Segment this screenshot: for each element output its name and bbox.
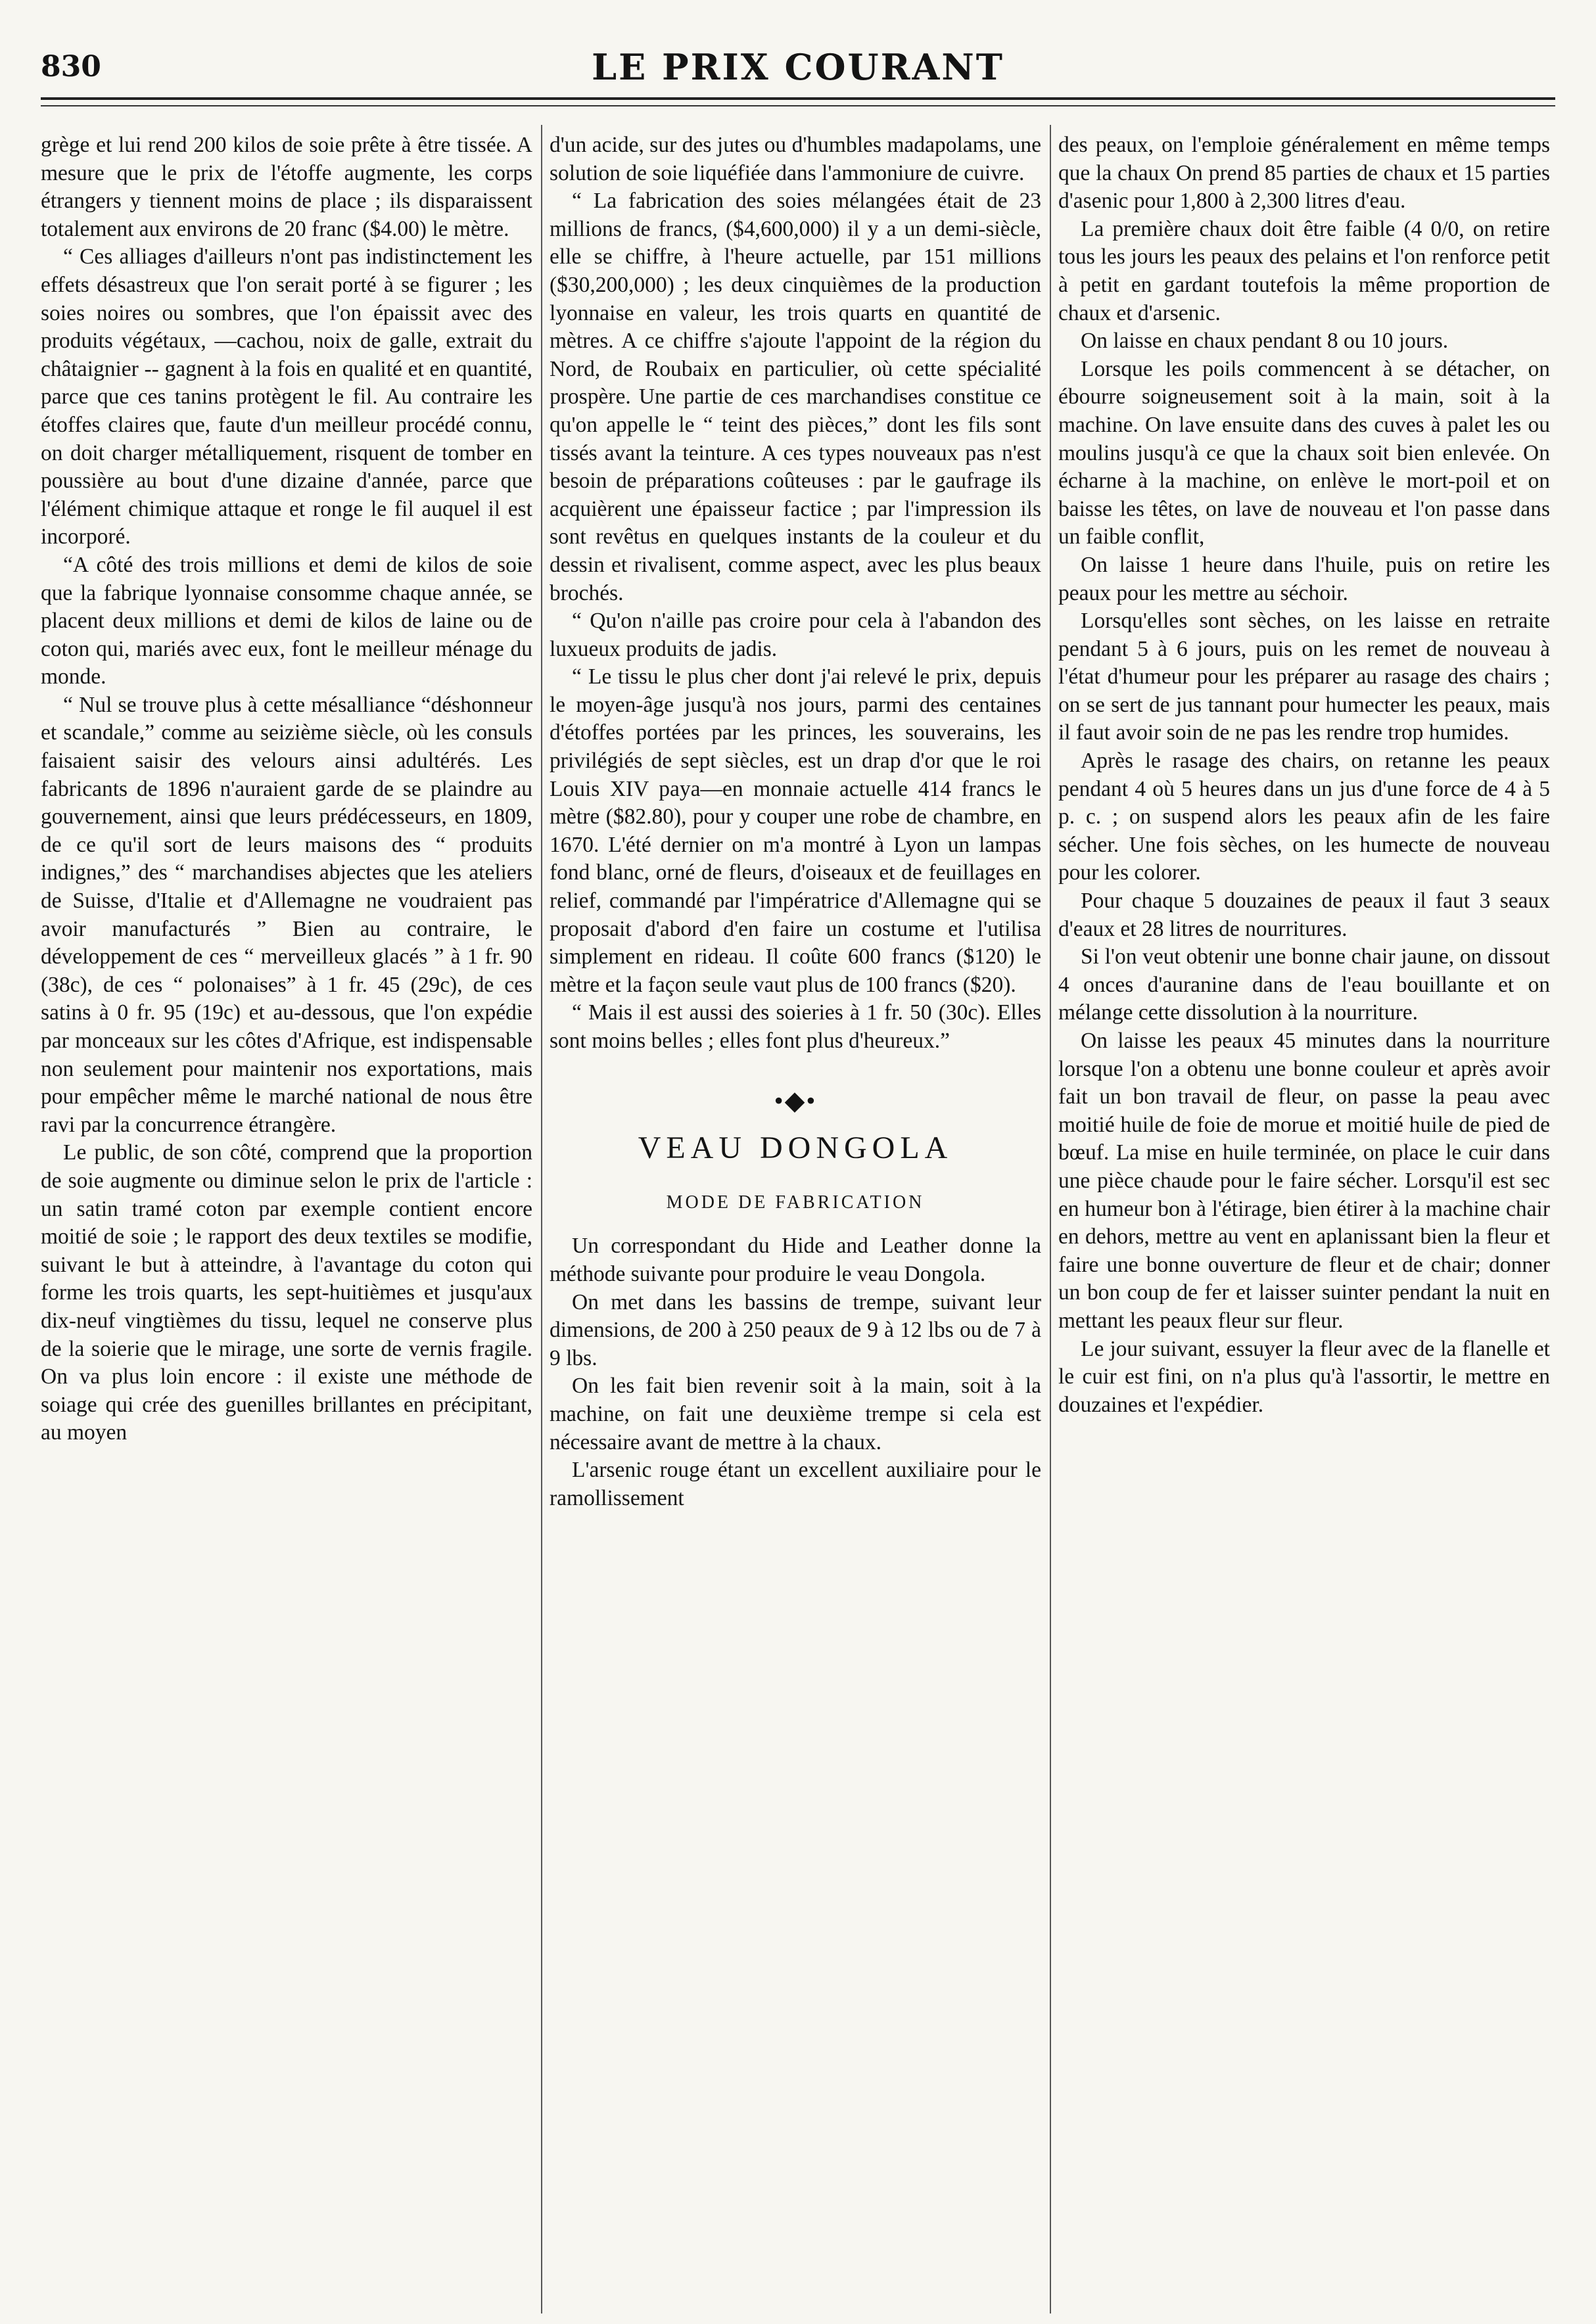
- running-title: LE PRIX COURANT: [592, 46, 1004, 88]
- paragraph: Un correspondant du Hide and Leather donne la méthode suivante pour produire le veau Dongola.: [550, 1234, 1041, 1286]
- column-divider: [1050, 125, 1051, 2313]
- paragraph: On laisse en chaux pendant 8 ou 10 jours.: [1081, 329, 1449, 354]
- section-subtitle: MODE DE FABRICATION: [666, 1192, 925, 1213]
- paragraph: des peaux, on l'emploie généralement en même temps que la chaux On prend 85 parties de chaux et 15 parties d'asenic pour 1,800 à 2,300 litres d'eau.: [1058, 133, 1550, 214]
- paragraph: “ Ces alliages d'ailleurs n'ont pas indistinctement les effets désastreux que l'on serait porté à se figurer ; les soies noires ou sombres, que l'on épaissit avec des produits végétaux, —cachou, noix de galle, extrait du châtaignier -- gagnent à la fois en qualité et en quantité, parce que ces tanins protègent le fil. Au contraire les étoffes claires que, faute d'un meilleur procédé connu, on doit charger métalliquement, risquent de tomber en poussière au bout d'une dizaine d'année, parce que l'élément chimique attaque et ronge le fil auquel il est incorporé.: [41, 244, 532, 549]
- header-rule-thin: [41, 105, 1555, 106]
- column-3: [1058, 131, 1550, 2307]
- header-rule: [41, 97, 1555, 100]
- paragraph: On laisse 1 heure dans l'huile, puis on retire les peaux pour les mettre au séchoir.: [1058, 552, 1550, 605]
- paragraph: “ Nul se trouve plus à cette mésalliance “déshonneur et scandale,” comme au seizième siècle, où les consuls faisaient saisir des velours ainsi adultérés. Les fabricants de 1896 n'auraient garde de se plaindre au gouvernement, ainsi que leurs prédécesseurs, en 1809, de ce qu'il sort de leurs maisons des “ produits indignes,” des “ marchandises abjectes que les ateliers de Suisse, d'Italie et d'Allemagne ne voudraient pas avoir manufacturés ” Bien au contraire, le développement de ces “ merveilleux glacés ” à 1 fr. 90 (38c), de ces “ polonaises” à 1 fr. 45 (29c), de ces satins à 0 fr. 95 (19c) et au-dessous, que l'on expédie par monceaux sur les côtes d'Afrique, est indispensable non seulement pour maintenir nos exportations, mais pour empêcher même le marché national de nous être ravi par la concurrence étrangère.: [41, 692, 532, 1137]
- paragraph: grège et lui rend 200 kilos de soie prête à être tissée. A mesure que le prix de l'étoffe augmente, les corps étrangers y tiennent moins de place ; ils disparaissent totalement aux environs de 20 franc ($4.00) le mètre.: [41, 133, 532, 241]
- paragraph: Lorsqu'elles sont sèches, on les laisse en retraite pendant 5 à 6 jours, puis on les remet de nouveau à l'état d'humeur pour les préparer au rasage des chairs ; on se sert de jus tannant pour humecter les peaux, mais il faut avoir soin de ne pas les rendre trop humides.: [1058, 609, 1550, 745]
- paragraph: On les fait bien revenir soit à la main, soit à la machine, on fait une deuxième trempe si cela est nécessaire avant de mettre à la chaux.: [550, 1374, 1041, 1454]
- paragraph: “A côté des trois millions et demi de kilos de soie que la fabrique lyonnaise consomme chaque année, se placent deux millions et demi de kilos de laine ou de coton qui, mariés avec eux, font le meilleur ménage du monde.: [41, 552, 532, 689]
- section-ornament: •◆•: [774, 1085, 817, 1115]
- paragraph: L'arsenic rouge étant un excellent auxiliaire pour le ramollissement: [550, 1458, 1041, 1510]
- section-title: VEAU DONGOLA: [638, 1130, 953, 1166]
- paragraph: “ La fabrication des soies mélangées était de 23 millions de francs, ($4,600,000) il y a un demi-siècle, elle se chiffre, à l'heure actuelle, par 151 millions ($30,200,000) ; les deux cinquièmes de la production lyonnaise en valeur, les trois quarts en quantité de mètres. A ce chiffre s'ajoute l'appoint de la région du Nord, de Roubaix en particulier, où cette spécialité prospère. Une partie de ces marchandises constitue ce qu'on appelle le “ teint des pièces,” dont les fils sont tissés avant la teinture. A ces types nouveaux pas n'est besoin de préparations coûteuses : par le gaufrage ils acquièrent une épaisseur factice ; par l'impression ils sont revêtus en quelques instants de la couleur et du dessin et rivalisent, comme aspect, avec les plus beaux brochés.: [550, 189, 1041, 605]
- column-2: [550, 131, 1041, 2307]
- paragraph: “ Le tissu le plus cher dont j'ai relevé le prix, depuis le moyen-âge jusqu'à nos jours, parmi des centaines d'étoffes portées par les princes, les souverains, les privilégiés de sept siècles, est un drap d'or que le roi Louis XIV paya—en monnaie actuelle 414 francs le mètre ($82.80), pour y couper une robe de chambre, en 1670. L'été dernier on m'a montré à Lyon un lampas fond blanc, orné de fleurs, d'oiseaux et de feuillages en relief, commandé par l'impératrice d'Allemagne qui se proposait d'abord d'en faire un costume et l'utilisa simplement en rideau. Il coûte 600 francs ($120) le mètre et la façon seule vaut plus de 100 francs ($20).: [550, 664, 1041, 997]
- page-header: [41, 38, 1555, 101]
- paragraph: Si l'on veut obtenir une bonne chair jaune, on dissout 4 onces d'auranine dans de l'eau bouillante et on mélange cette dissolution à la nourriture.: [1058, 944, 1550, 1025]
- column-1: [41, 131, 532, 2307]
- paragraph: “ Qu'on n'aille pas croire pour cela à l'abandon des luxueux produits de jadis.: [550, 609, 1041, 661]
- paragraph: “ Mais il est aussi des soieries à 1 fr. 50 (30c). Elles sont moins belles ; elles font plus d'heureux.”: [550, 1000, 1041, 1053]
- paragraph: Après le rasage des chairs, on retanne les peaux pendant 4 où 5 heures dans un jus d'une force de 4 à 5 p. c. ; on suspend alors les peaux afin de les faire sécher. Une fois sèches, on les humecte de nouveau pour les colorer.: [1058, 749, 1550, 885]
- paragraph: La première chaux doit être faible (4 0/0, on retire tous les jours les peaux des pelains et l'on renforce petit à petit en gardant toutefois la même proportion de chaux et d'arsenic.: [1058, 216, 1550, 325]
- paragraph: On laisse les peaux 45 minutes dans la nourriture lorsque l'on a obtenu une bonne couleur et après avoir fait un bon travail de fleur, on passe la peau avec moitié huile de foie de morue et moitié huile de pied de bœuf. La mise en huile terminée, on place le cuir dans une pièce chaude pour le faire sécher. Lorsqu'il est sec en humeur bon à l'étirage, bien étirer à la machine chair en dehors, mettre au vent en aplanissant bien la fleur et faire une bonne ouverture de fleur et de chair; donner un bon coup de fer et laisser suinter pendant la nuit en mettant les peaux fleur sur fleur.: [1058, 1029, 1550, 1333]
- column-divider: [541, 125, 542, 2313]
- page-number: 830: [41, 50, 101, 83]
- paragraph: d'un acide, sur des jutes ou d'humbles madapolams, une solution de soie liquéfiée dans l'ammoniure de cuivre.: [550, 133, 1041, 185]
- paragraph: Le public, de son côté, comprend que la proportion de soie augmente ou diminue selon le prix de l'article : un satin tramé coton par exemple contient encore moitié de soie ; le rapport des deux textiles se modifie, suivant le but à atteindre, à l'avantage du coton qui forme les trois quarts, les sept-huitièmes et jusqu'aux dix-neuf vingtièmes du tissu, lequel ne conserve plus de la soierie que le mirage, une sorte de vernis fragile. On va plus loin encore : il existe une méthode de soiage qui crée des guenilles brillantes en précipitant, au moyen: [41, 1140, 532, 1445]
- paragraph: Lorsque les poils commencent à se détacher, on ébourre soigneusement soit à la main, soit à la machine. On lave ensuite dans des cuves à palet les ou moulins jusqu'à ce que la chaux soit bien enlevée. On écharne à la machine, on enlève le mort-poil et on baisse les têtes, on lave de nouveau et l'on passe dans un faible conflit,: [1058, 356, 1550, 549]
- paragraph: Le jour suivant, essuyer la fleur avec de la flanelle et le cuir est fini, on n'a plus qu'à l'assortir, le mettre en douzaines et l'expédier.: [1058, 1336, 1550, 1417]
- paragraph: Pour chaque 5 douzaines de peaux il faut 3 seaux d'eaux et 28 litres de nourritures.: [1058, 889, 1550, 941]
- paragraph: On met dans les bassins de trempe, suivant leur dimensions, de 200 à 250 peaux de 9 à 12 lbs ou de 7 à 9 lbs.: [550, 1290, 1041, 1370]
